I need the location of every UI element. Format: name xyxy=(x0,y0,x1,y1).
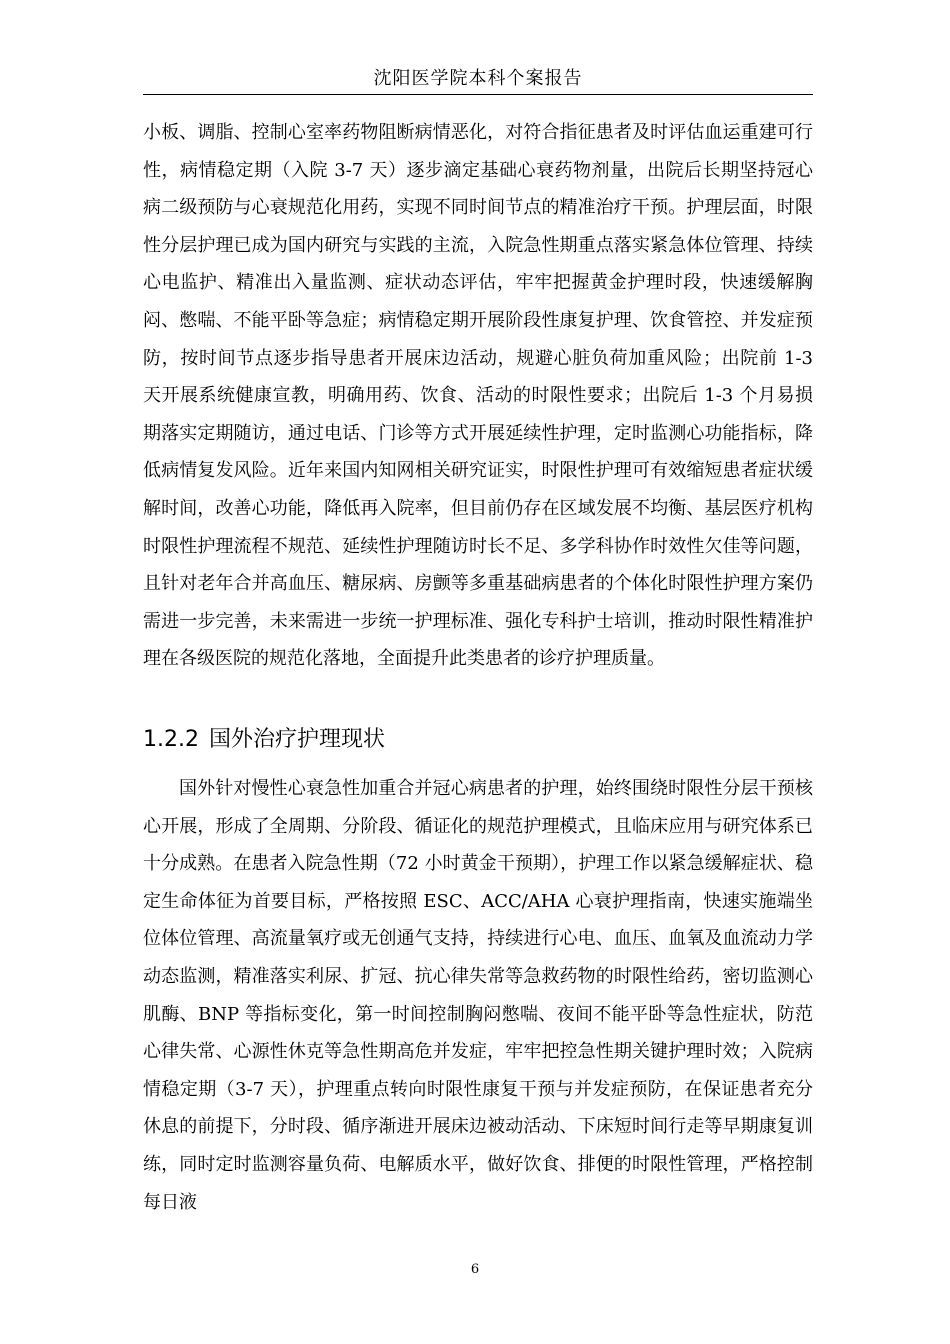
running-header: 沈阳医学院本科个案报告 xyxy=(373,68,583,89)
section-title: 国外治疗护理现状 xyxy=(208,727,385,752)
section-heading xyxy=(143,722,813,758)
body-paragraph: 国外针对慢性心衰急性加重合并冠心病患者的护理，始终围绕时限性分层干预核心开展，形成了全周期、分阶段、循证化的规范护理模式，且临床应用与研究体系已十分成熟。在患者入院急性期（72 小时黄金干预期），护理工作以紧急缓解症状、稳定生命体征为首要目标，严格按照 ESC、ACC/AHA 心衰护理指南，快速实施端坐位体位管理、高流量氧疗或无创通气支持，持续进行心电、血压、血氧及血流动力学动态监测，精准落实利尿、扩冠、抗心律失常等急救药物的时限性给药，密切监测心肌酶、BNP 等指标变化，第一时间控制胸闷憋喘、夜间不能平卧等急性症状，防范心律失常、心源性休克等急性期高危并发症，牢牢把控急性期关键护理时效；入院病情稳定期（3-7 天），护理重点转向时限性康复干预与并发症预防，在保证患者充分休息的前提下，分时段、循序渐进开展床边被动活动、下床短时间行走等早期康复训练，同时定时监测容量负荷、电解质水平，做好饮食、排便的时限性管理，严格控制每日液 xyxy=(143,778,813,1213)
body-paragraph-continued: 小板、调脂、控制心室率药物阻断病情恶化，对符合指征患者及时评估血运重建可行性，病情稳定期（入院 3-7 天）逐步滴定基础心衰药物剂量，出院后长期坚持冠心病二级预防与心衰规范化用药，实现不同时间节点的精准治疗干预。护理层面，时限性分层护理已成为国内研究与实践的主流，入院急性期重点落实紧急体位管理、持续心电监护、精准出入量监测、症状动态评估，牢牢把握黄金护理时段，快速缓解胸闷、憋喘、不能平卧等急症；病情稳定期开展阶段性康复护理、饮食管控、并发症预防，按时间节点逐步指导患者开展床边活动，规避心脏负荷加重风险；出院前 1-3 天开展系统健康宣教，明确用药、饮食、活动的时限性要求；出院后 1-3 个月易损期落实定期随访，通过电话、门诊等方式开展延续性护理，定时监测心功能指标，降低病情复发风险。近年来国内知网相关研究证实，时限性护理可有效缩短患者症状缓解时间，改善心功能，降低再入院率，但目前仍存在区域发展不均衡、基层医疗机构时限性护理流程不规范、延续性护理随访时长不足、多学科协作时效性欠佳等问题，且针对老年合并高血压、糖尿病、房颤等多重基础病患者的个体化时限性护理方案仍需进一步完善，未来需进一步统一护理标准、强化专科护士培训，推动时限性精准护理在各级医院的规范化落地，全面提升此类患者的诊疗护理质量。 xyxy=(143,122,813,670)
page-number: 6 xyxy=(470,1262,480,1277)
header-divider xyxy=(143,94,813,95)
section-number: 1.2.2 xyxy=(143,727,199,752)
